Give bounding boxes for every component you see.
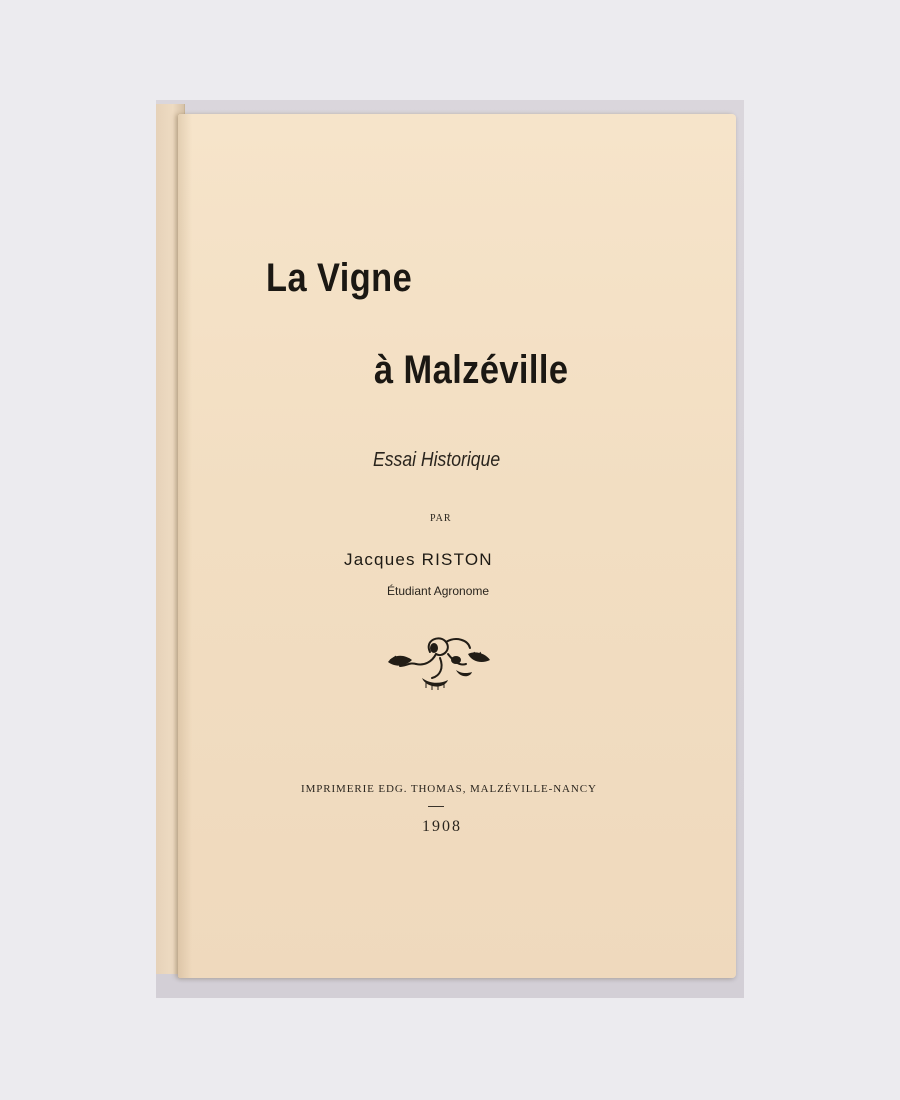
book-photo [156,100,744,998]
title-page [178,114,736,978]
publication-year: 1908 [422,818,462,835]
by-label: PAR [430,513,452,524]
floral-ornament-icon [386,632,490,694]
book-title-line-1: La Vigne [266,256,413,300]
book-title-line-2: à Malzéville [374,348,569,392]
author-title: Étudiant Agronome [387,584,490,598]
author-name: Jacques RISTON [344,550,493,569]
book-subtitle: Essai Historique [373,449,501,471]
printer-imprint: IMPRIMERIE EDG. THOMAS, MALZÉVILLE-NANCY [301,783,597,795]
divider-rule [428,806,444,807]
